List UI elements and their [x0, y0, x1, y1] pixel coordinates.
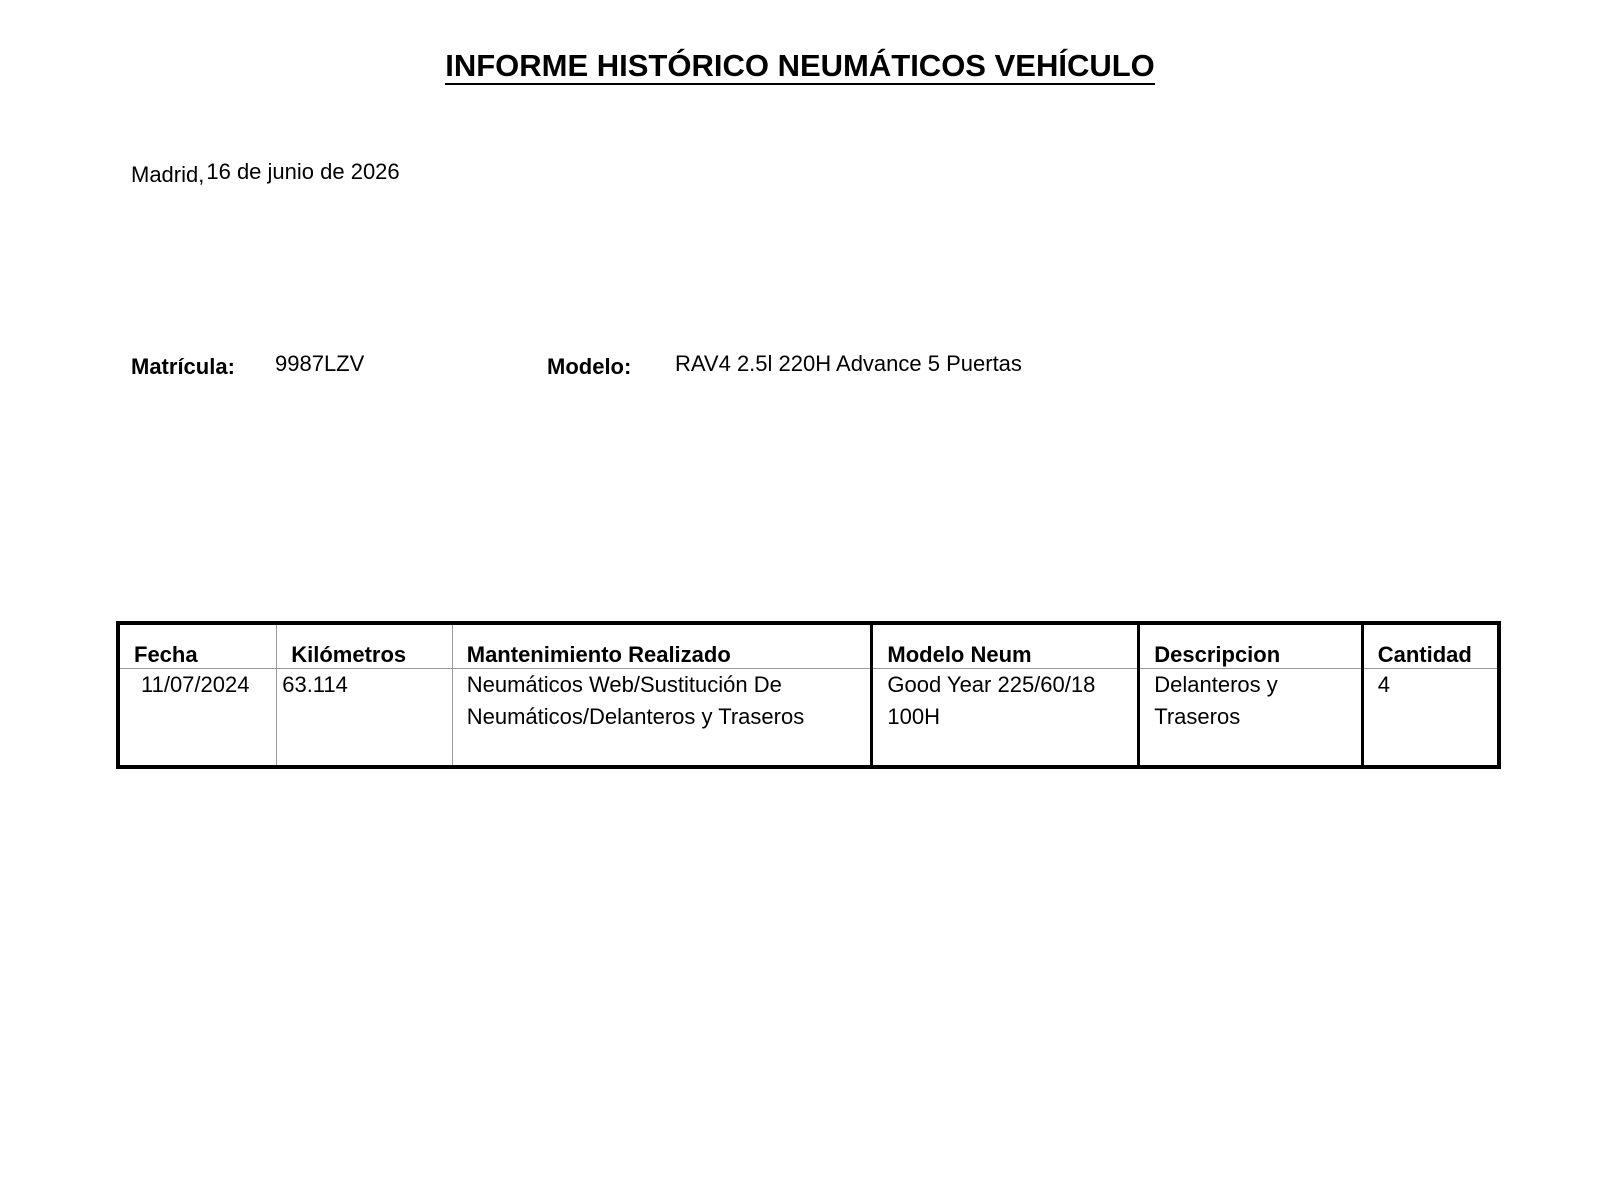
place-date	[131, 159, 400, 185]
table-header-row	[118, 623, 1499, 669]
cell-fecha: 11/07/2024	[141, 672, 250, 697]
model-value: RAV4 2.5l 220H Advance 5 Puertas	[675, 351, 1022, 376]
report-title-text: INFORME HISTÓRICO NEUMÁTICOS VEHÍCULO	[445, 48, 1155, 83]
header-fecha: Fecha	[118, 623, 277, 669]
cell-kilometros: 63.114	[277, 669, 453, 768]
report-date: 16 de junio de 2026	[206, 159, 400, 184]
report-title	[0, 47, 1600, 85]
cell-modelo-neum: Good Year 225/60/18 100H	[872, 669, 1139, 768]
model-label: Modelo:	[547, 354, 632, 379]
cell-mantenimiento: Neumáticos Web/Sustitución De Neumáticos/Delanteros y Traseros	[452, 669, 872, 768]
header-kilometros: Kilómetros	[277, 623, 453, 669]
cell-descripcion: Delanteros y Traseros	[1139, 669, 1362, 768]
header-cantidad: Cantidad	[1362, 623, 1499, 669]
report-city: Madrid,	[131, 162, 205, 187]
plate-value: 9987LZV	[275, 351, 365, 376]
table-row	[118, 669, 1499, 768]
header-mantenimiento: Mantenimiento Realizado	[452, 623, 872, 669]
header-modelo-neum: Modelo Neum	[872, 623, 1139, 669]
cell-cantidad: 4	[1362, 669, 1499, 768]
tire-history-table	[116, 621, 1501, 769]
header-descripcion: Descripcion	[1139, 623, 1362, 669]
plate-label: Matrícula:	[131, 354, 235, 379]
